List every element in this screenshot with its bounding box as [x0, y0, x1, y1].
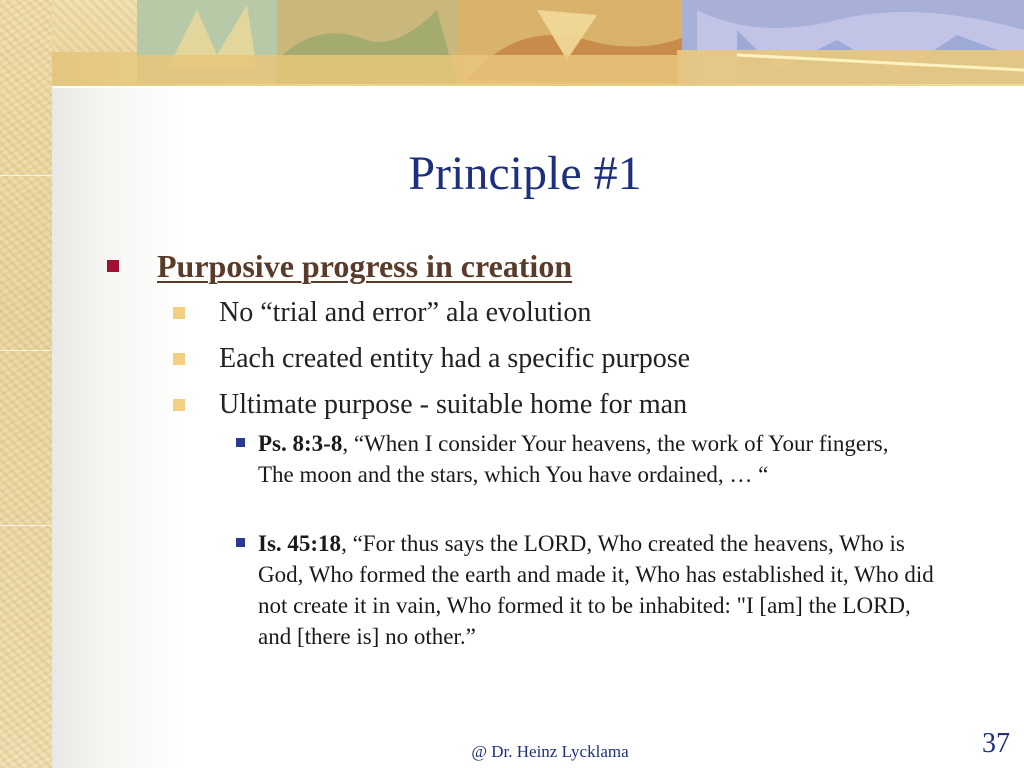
main-bullet — [107, 248, 572, 285]
reference-bullet — [236, 428, 896, 490]
sub-bullet-text: Each created entity had a specific purpose — [219, 343, 691, 374]
sub-bullet — [173, 343, 690, 375]
sub-bullet — [173, 389, 687, 421]
square-bullet-icon — [173, 399, 185, 411]
reference-text — [258, 428, 896, 490]
slide-title: Principle #1 — [408, 147, 642, 200]
square-bullet-icon — [173, 307, 185, 319]
reference-citation: Is. 45:18 — [258, 531, 342, 556]
reference-citation: Ps. 8:3-8 — [258, 431, 343, 456]
reference-quote: , “When I consider Your heavens, the work of Your fingers, The moon and the stars, which You have ordained, … “ — [258, 431, 889, 487]
slide-footer: @ Dr. Heinz Lycklama — [471, 742, 629, 761]
square-bullet-icon — [173, 353, 185, 365]
square-bullet-icon — [236, 438, 245, 447]
reference-bullet — [236, 528, 936, 652]
page-number: 37 — [982, 728, 1010, 759]
reference-quote: , “For thus says the LORD, Who created the heavens, Who is God, Who formed the earth and made it, Who has established it, Who did not create it in vain, Who formed it to be inhabited: "I [am] the LORD, and [there is] no other.” — [258, 531, 934, 649]
main-bullet-text: Purposive progress in creation — [157, 248, 573, 284]
sub-bullet — [173, 297, 591, 329]
sub-bullet-text: No “trial and error” ala evolution — [219, 297, 592, 328]
square-bullet-icon — [107, 260, 119, 272]
sub-bullet-text: Ultimate purpose - suitable home for man — [219, 389, 688, 420]
leaf-collage-image — [137, 0, 1024, 84]
square-bullet-icon — [236, 538, 245, 547]
reference-text — [258, 528, 936, 652]
leaf-collage-banner — [137, 0, 1024, 84]
left-parchment-strip — [0, 0, 52, 768]
